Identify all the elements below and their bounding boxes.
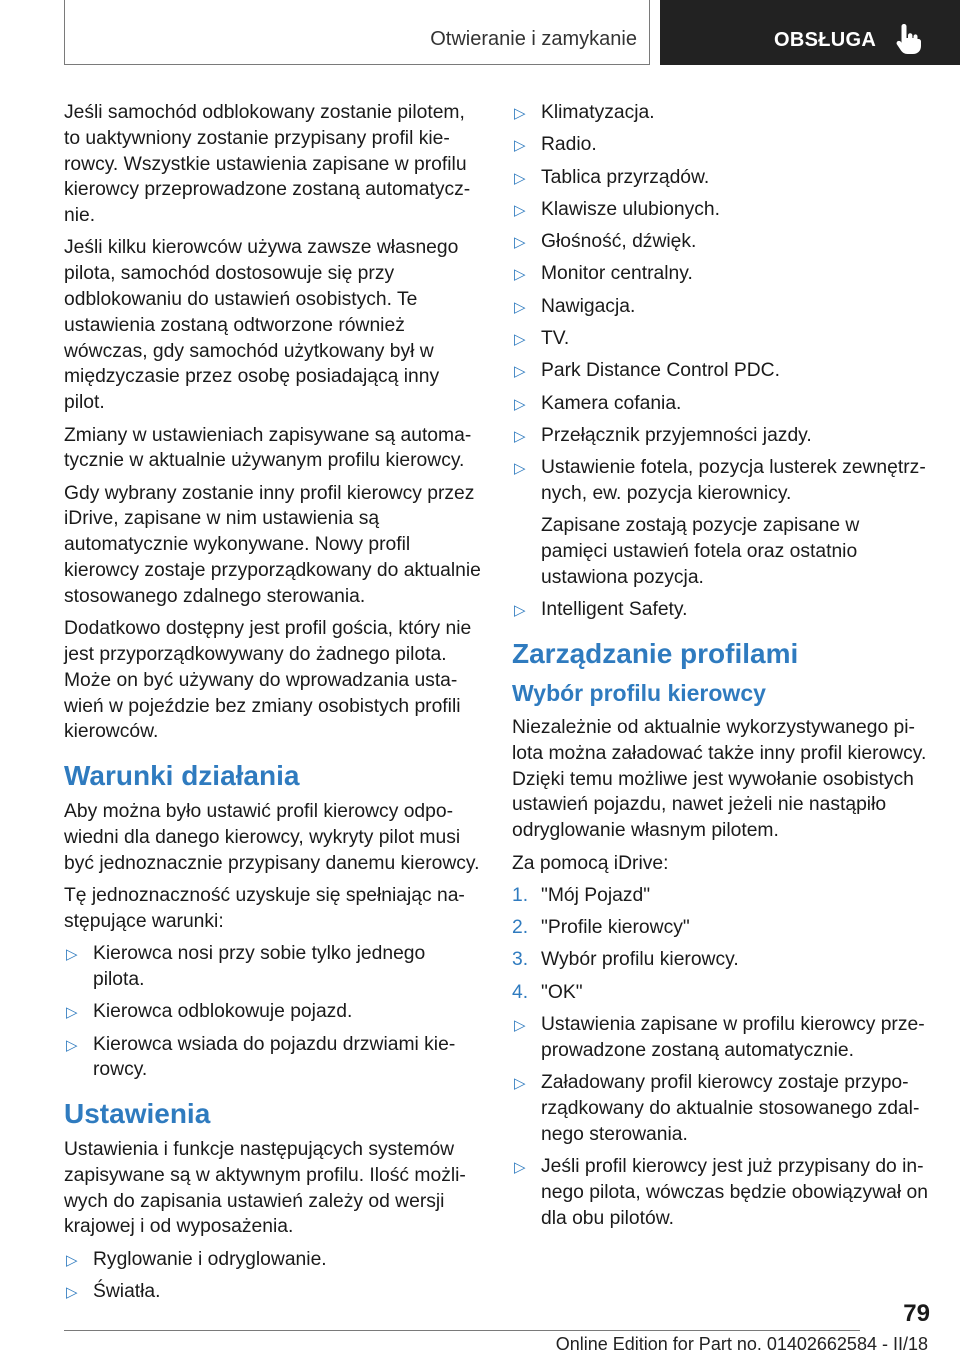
right-column [512, 100, 930, 1238]
bullet-triangle-icon: ▷ [514, 201, 526, 219]
header-section-box [660, 0, 960, 65]
bullet-triangle-icon: ▷ [514, 602, 526, 620]
bullet-triangle-icon: ▷ [66, 946, 78, 964]
intro-paragraph-3: Zmiany w ustawieniach zapisywane są automatycznie w aktualnie używanym profilu kierowcy. [64, 424, 472, 472]
wybor-profilu-subheading: Wybór profilu kierowcy [512, 680, 766, 707]
list-item: ▷ Ustawienia zapisane w profilu kierowcy przeprowadzone zostaną automatycznie. [514, 1014, 925, 1061]
list-item: ▷ Park Distance Control PDC. [512, 358, 930, 384]
chapter-title: Otwieranie i zamykanie [430, 28, 637, 50]
list-item: ▷ Tablica przyrządów. [512, 165, 930, 191]
step-item: 3. Wybór profilu kierowcy. [512, 949, 739, 971]
zarzadzanie-paragraph: Niezależnie od aktualnie wykorzystywanego pilota można załadować także inny profil kierowcy. Dzięki temu możliwe jest wywołanie osobistych ustawień pojazdu, nawet jeżeli nie nastąpiło odryglowanie własnym pilotem. [512, 717, 927, 842]
footer-divider [64, 1330, 860, 1331]
warunki-paragraph-1: Aby można było ustawić profil kierowcy odpowiedni dla danego kierowcy, wykryty pilot musi być jednoznacznie przypisany danemu kierowcy. [64, 801, 480, 874]
warunki-paragraph-2: Tę jednoznaczność uzyskuje się spełniając następujące warunki: [64, 885, 465, 932]
bullet-triangle-icon: ▷ [66, 1036, 78, 1054]
list-item: ▷ Nawigacja. [512, 294, 930, 320]
settings-list [512, 100, 930, 623]
step-item: 4. "OK" [512, 981, 583, 1003]
bullet-triangle-icon: ▷ [66, 1251, 78, 1269]
bullet-triangle-icon: ▷ [66, 1284, 78, 1302]
header-divider [64, 64, 650, 65]
page-number: 79 [903, 1300, 930, 1327]
bullet-triangle-icon: ▷ [514, 363, 526, 381]
ustawienia-list [64, 1247, 482, 1305]
bullet-triangle-icon: ▷ [514, 266, 526, 284]
list-item: ▷ Ryglowanie i odryglowanie. [64, 1247, 482, 1273]
bullet-triangle-icon: ▷ [514, 169, 526, 187]
list-item: ▷ Radio. [512, 132, 930, 158]
list-item: ▷ Załadowany profil kierowcy zostaje przyporządkowany do aktualnie stosowanego zdalnego sterowania. [514, 1072, 920, 1145]
header-chapter-box [64, 0, 650, 64]
bullet-triangle-icon: ▷ [514, 331, 526, 349]
list-item: ▷ Kamera cofania. [512, 391, 930, 417]
list-item: ▷ TV. [512, 326, 930, 352]
idrive-label: Za pomocą iDrive: [512, 852, 669, 874]
list-item: ▷ Ustawienie fotela, pozycja lusterek zewnętrznych, ew. pozycja kierownicy. Zapisane zostają pozycje zapisane w pamięci ustawień fotela oraz ostatnio ustawiona pozycja. [512, 455, 930, 590]
idrive-steps [512, 883, 930, 1006]
list-item: ▷ Monitor centralny. [512, 261, 930, 287]
list-item: ▷ Jeśli profil kierowcy jest już przypisany do innego pilota, wówczas będzie obowiązywał on dla obu pilotów. [514, 1156, 928, 1229]
seat-note: Zapisane zostają pozycje zapisane w pamięci ustawień fotela oraz ostatnio ustawiona pozycja. [541, 515, 860, 588]
bullet-triangle-icon: ▷ [514, 105, 526, 122]
list-item: ▷ Światła. [64, 1279, 482, 1305]
bullet-triangle-icon: ▷ [514, 1017, 526, 1035]
list-item: ▷ Klawisze ulubionych. [512, 197, 930, 223]
list-item: ▷ Przełącznik przyjemności jazdy. [512, 423, 930, 449]
intro-paragraph-4: Gdy wybrany zostanie inny profil kierowcy przez iDrive, zapisane w nim ustawienia są automatycznie wykonywane. Nowy profil kierowcy zostaje przyporządkowany do aktualnie stosowanego zdalnego sterowania. [64, 482, 481, 607]
warunki-heading: Warunki działania [64, 760, 300, 792]
bullet-triangle-icon: ▷ [514, 460, 526, 478]
bullet-triangle-icon: ▷ [514, 395, 526, 413]
bullet-triangle-icon: ▷ [514, 1159, 526, 1176]
edition-text: Online Edition for Part no. 01402662584 - II/18 [555, 1334, 928, 1354]
bullet-triangle-icon: ▷ [514, 234, 526, 252]
list-item: ▷ Kierowca nosi przy sobie tylko jednego pilota. [66, 943, 426, 990]
result-list [512, 1012, 930, 1231]
bullet-triangle-icon: ▷ [514, 427, 526, 445]
bullet-triangle-icon: ▷ [514, 298, 526, 316]
step-item: 1. "Mój Pojazd" [512, 884, 651, 906]
bullet-triangle-icon: ▷ [514, 137, 526, 155]
bullet-triangle-icon: ▷ [66, 1004, 78, 1022]
left-column [64, 100, 482, 1311]
zarzadzanie-heading: Zarządzanie profilami [512, 638, 799, 670]
list-item: ▷ Kierowca odblokowuje pojazd. [64, 999, 482, 1025]
ustawienia-paragraph: Ustawienia i funkcje następujących systemów zapisywane są w aktywnym profilu. Ilość możliwych do zapisania ustawień zależy od wersji krajowej i od wyposażenia. [64, 1139, 466, 1238]
intro-paragraph-5: Dodatkowo dostępny jest profil gościa, który nie jest przyporządkowywany do żadnego pilota. Może on być używany do wprowadzania ustawień w pojeździe bez zmiany osobistych profili kierowców. [64, 618, 472, 743]
hand-pointing-icon [894, 22, 924, 56]
bullet-triangle-icon: ▷ [514, 1075, 526, 1093]
intro-paragraph-1: Jeśli samochód odblokowany zostanie pilotem, to uaktywniony zostanie przypisany profil kierowcy. Wszystkie ustawienia zapisane w profilu kierowcy przeprowadzone zostaną automatycznie. [64, 102, 471, 227]
step-item: 2. "Profile kierowcy" [512, 917, 690, 939]
section-label: OBSŁUGA [774, 29, 877, 51]
list-item: ▷ Klimatyzacja. [512, 100, 930, 126]
ustawienia-heading: Ustawienia [64, 1098, 211, 1130]
intro-paragraph-2: Jeśli kilku kierowców używa zawsze własnego pilota, samochód dostosowuje się przy odblokowaniu do ustawień osobistych. Te ustawienia zostaną odtworzone również wówczas, gdy samochód użytkowany był w międzyczasie przez osobę posiadającą inny pilot. [64, 237, 459, 414]
list-item: ▷ Intelligent Safety. [512, 597, 930, 623]
list-item: ▷ Głośność, dźwięk. [512, 229, 930, 255]
list-item: ▷ Kierowca wsiada do pojazdu drzwiami kierowcy. [66, 1033, 456, 1081]
warunki-list [64, 941, 482, 1083]
